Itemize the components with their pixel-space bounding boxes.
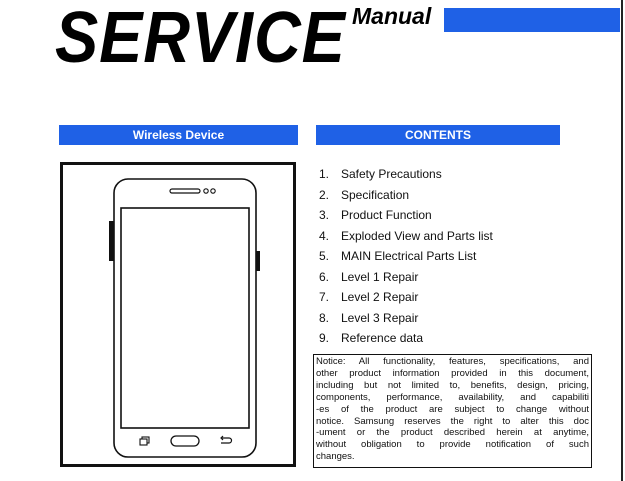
device-section-heading: Wireless Device: [59, 125, 298, 145]
camera-dot: [211, 189, 215, 193]
list-item: 4. Exploded View and Parts list: [319, 228, 493, 243]
contents-list: [319, 164, 493, 349]
notice-box: [313, 354, 592, 468]
power-button: [256, 251, 260, 271]
list-item: 9. Reference data: [319, 331, 424, 345]
device-illustration-frame: [60, 162, 296, 467]
document-title: SERVICE: [55, 0, 346, 78]
home-button: [171, 436, 199, 446]
sensor-dot: [204, 189, 208, 193]
notice-line: components, performance, availability, and capabiliti: [316, 391, 589, 403]
document-subtitle: Manual: [352, 3, 432, 29]
list-item: 3. Product Function: [319, 208, 432, 222]
phone-outline-illustration: [63, 165, 293, 464]
notice-line: notice. Samsung reserves the right to alter this doc: [316, 415, 589, 427]
page-edge: [621, 0, 623, 481]
list-item: 8. Level 3 Repair: [319, 310, 419, 325]
notice-line: without obligation to provide notification of such: [316, 439, 589, 451]
earpiece-speaker: [170, 189, 200, 193]
contents-section-heading: CONTENTS: [316, 125, 560, 145]
list-item: 5. MAIN Electrical Parts List: [319, 249, 477, 263]
notice-line: Notice: All functionality, features, specifications, and: [316, 356, 589, 367]
notice-line: other product information provided in this document,: [316, 367, 589, 379]
notice-line: including but not limited to, benefits, design, pricing,: [316, 379, 589, 391]
list-item: 6. Level 1 Repair: [319, 269, 419, 284]
notice-line: -ument or the product described herein at anytime,: [316, 427, 589, 439]
display-screen: [121, 208, 249, 428]
header-accent-bar: [444, 8, 620, 32]
notice-line: changes.: [316, 451, 355, 463]
list-item: 1. Safety Precautions: [319, 167, 442, 181]
list-item: 2. Specification: [319, 187, 410, 202]
notice-line: -es of the product are subject to change without: [316, 403, 589, 415]
volume-button: [109, 221, 114, 261]
list-item: 7. Level 2 Repair: [319, 290, 419, 304]
